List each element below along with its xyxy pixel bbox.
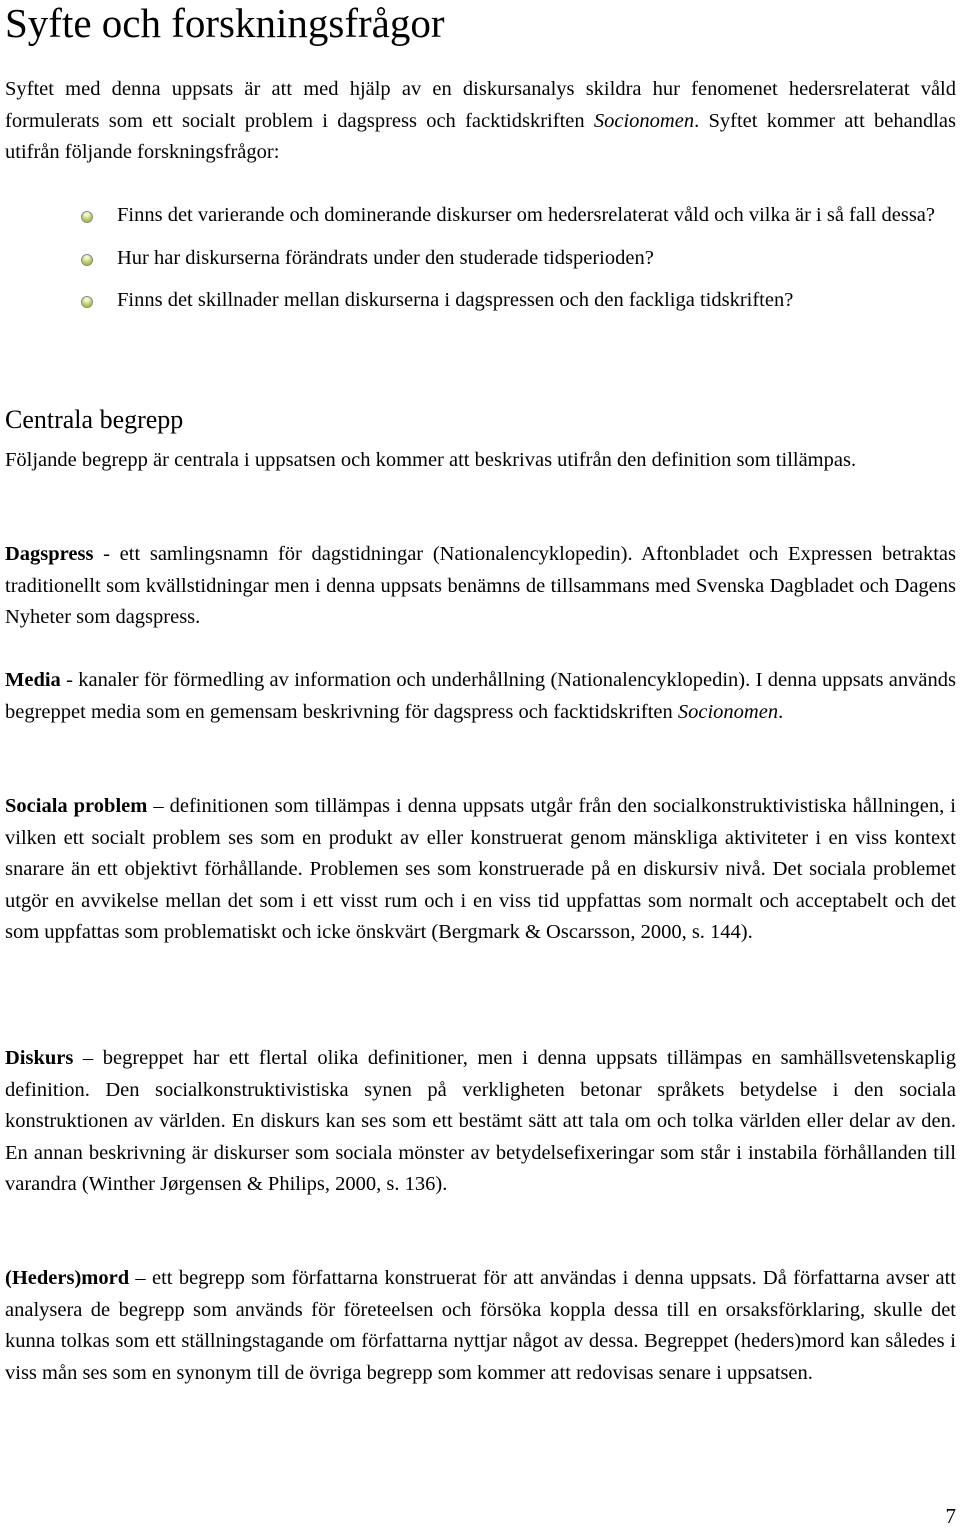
term-label: Media — [5, 669, 61, 691]
list-item — [5, 200, 956, 232]
question-text: Finns det varierande och dominerande diskurser om hedersrelaterat våld och vilka är i så fall dessa? — [117, 204, 935, 226]
term-diskurs — [5, 1043, 956, 1201]
question-text: Hur har diskurserna förändrats under den studerade tidsperioden? — [117, 246, 654, 269]
term-hedersmord — [5, 1263, 956, 1389]
bullet-icon — [81, 254, 93, 266]
term-definition-end: . — [778, 700, 784, 723]
term-sociala-problem — [5, 791, 956, 949]
term-label: Diskurs — [5, 1047, 74, 1069]
page-number: 7 — [945, 1504, 956, 1528]
list-item — [5, 243, 956, 275]
term-label: Dagspress — [5, 543, 94, 565]
term-label: (Heders)mord — [5, 1267, 130, 1289]
journal-name: Socionomen — [677, 700, 779, 723]
term-label: Sociala problem — [5, 795, 148, 817]
section-heading: Centrala begrepp — [5, 405, 184, 434]
page-title: Syfte och forskningsfrågor — [5, 0, 445, 46]
term-definition: - kanaler för förmedling av information och underhållning (Nationalencyklopedin). I denna uppsats används begreppet media som en gemensam beskrivning för dagspress och facktidskriften — [5, 669, 956, 723]
intro-text-2: . Syftet kommer att behandlas utifrån följande forskningsfrågor: — [5, 109, 956, 163]
intro-text-1: Syftet med denna uppsats är att med hjälp av en diskursanalys skildra hur fenomenet hedersrelaterat våld formulerats som ett socialt problem i dagspress och facktidskriften — [5, 78, 956, 132]
intro-paragraph — [5, 74, 956, 169]
research-questions-list — [5, 200, 956, 328]
section-intro-paragraph: Följande begrepp är centrala i uppsatsen och kommer att beskrivas utifrån den definition som tillämpas. — [5, 449, 857, 471]
term-dagspress — [5, 539, 956, 634]
term-definition: - ett samlingsnamn för dagstidningar (Nationalencyklopedin). Aftonbladet och Expressen betraktas traditionellt som kvällstidningar men i denna uppsats benämns de tillsammans med Svenska Dagbladet och Dagens Nyheter som dagspress. — [5, 543, 956, 628]
journal-name: Socionomen — [593, 109, 695, 132]
term-definition: – ett begrepp som författarna konstruerat för att användas i denna uppsats. Då författarna avser att analysera de begrepp som används för företeelsen och försöka koppla dessa till en orsaksförklaring, skulle det kunna tolkas som ett ställningstagande om författarna nyttjar något av dessa. Begreppet (heders)mord kan således i viss mån ses som en synonym till de övriga begrepp som kommer att redovisas senare i uppsatsen. — [5, 1267, 956, 1384]
term-definition: – definitionen som tillämpas i denna uppsats utgår från den socialkonstruktivistiska hållningen, i vilken ett socialt problem ses som en produkt av eller konstruerat genom mänskliga aktiviteter i en viss kontext snarare än ett objektivt förhållande. Problemen ses som konstruerade på en diskursiv nivå. Det sociala problemet utgör en avvikelse mellan det som i ett visst rum och i en viss tid uppfattas som normalt och acceptabelt och det som uppfattas som problematiskt och icke önskvärt (Bergmark & Oscarsson, 2000, s. 144). — [5, 795, 956, 943]
bullet-icon — [81, 296, 93, 308]
bullet-icon — [81, 211, 93, 223]
list-item — [5, 285, 956, 317]
term-media — [5, 665, 956, 728]
question-text: Finns det skillnader mellan diskurserna i dagspressen och den fackliga tidskriften? — [117, 289, 794, 311]
term-definition: – begreppet har ett flertal olika definitioner, men i denna uppsats tillämpas en samhällsvetenskaplig definition. Den socialkonstruktivistiska synen på verkligheten betonar språkets betydelse i den sociala konstruktionen av världen. En diskurs kan ses som ett bestämt sätt att tala om och tolka världen eller delar av den. En annan beskrivning är diskurser som sociala mönster av betydelsefixeringar som står i instabila förhållanden till varandra (Winther Jørgensen & Philips, 2000, s. 136). — [5, 1047, 956, 1195]
